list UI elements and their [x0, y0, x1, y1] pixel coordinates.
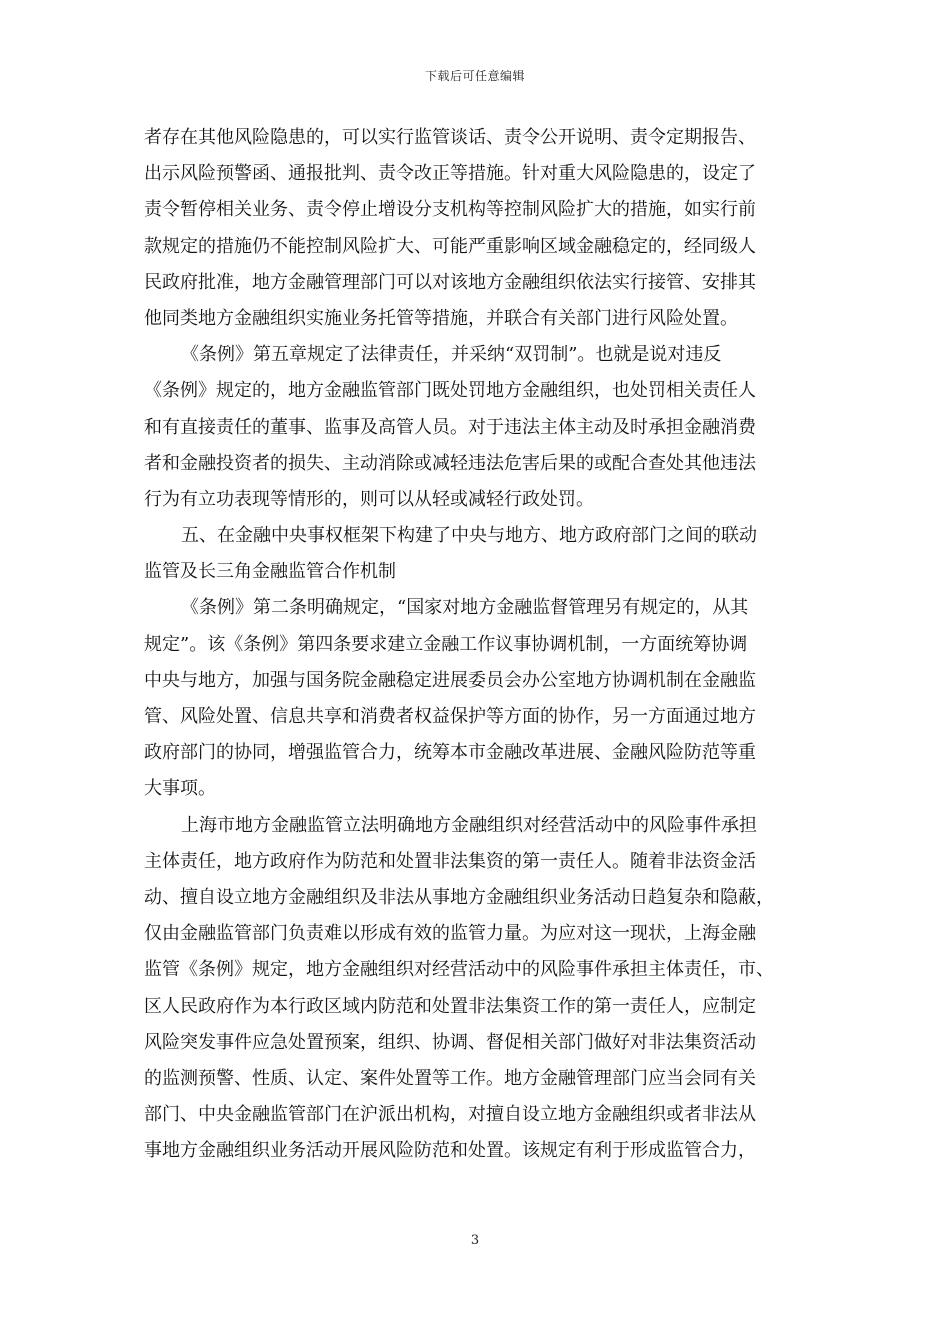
text-line: 事地方金融组织业务活动开展风险防范和处置。该规定有利于形成监管合力，	[144, 1140, 756, 1162]
text-line: 他同类地方金融组织实施业务托管等措施，并联合有关部门进行风险处置。	[144, 307, 738, 329]
text-line: 民政府批准，地方金融管理部门可以对该地方金融组织依法实行接管、安排其	[144, 271, 756, 293]
text-line: 大事项。	[144, 778, 216, 800]
text-line: 仅由金融监管部门负责难以形成有效的监管力量。为应对这一现状，上海金融	[144, 923, 756, 945]
text-line: 部门、中央金融监管部门在沪派出机构，对擅自设立地方金融组织或者非法从	[144, 1104, 756, 1126]
text-line: 风险突发事件应急处置预案，组织、协调、督促相关部门做好对非法集资活动	[144, 1031, 756, 1053]
header-note: 下载后可任意编辑	[424, 69, 525, 83]
text-line: 《条例》规定的，地方金融监管部门既处罚地方金融组织，也处罚相关责任人	[144, 380, 756, 402]
document-body	[144, 120, 806, 1169]
text-line: 责令暂停相关业务、责令停止增设分支机构等控制风险扩大的措施，如实行前	[144, 199, 756, 221]
text-line: 行为有立功表现等情形的，则可以从轻或减轻行政处罚。	[144, 488, 594, 510]
text-line: 监管《条例》规定，地方金融组织对经营活动中的风险事件承担主体责任，市、	[144, 959, 774, 981]
text-line: 规定”。该《条例》第四条要求建立金融工作议事协调机制，一方面统筹协调	[144, 633, 748, 655]
text-line: 动、擅自设立地方金融组织及非法从事地方金融组织业务活动日趋复杂和隐蔽，	[144, 886, 774, 908]
text-line: 者和金融投资者的损失、主动消除或减轻违法危害后果的或配合查处其他违法	[144, 452, 756, 474]
text-line: 款规定的措施仍不能控制风险扩大、可能严重影响区域金融稳定的，经同级人	[144, 235, 756, 257]
text-line: 出示风险预警函、通报批判、责令改正等措施。针对重大风险隐患的，设定了	[144, 163, 756, 185]
paragraph-first-line: 《条例》第五章规定了法律责任，并采纳“双罚制”。也就是说对违反	[181, 344, 722, 366]
paragraph-first-line: 上海市地方金融监管立法明确地方金融组织对经营活动中的风险事件承担	[181, 814, 757, 836]
text-line: 中央与地方，加强与国务院金融稳定进展委员会办公室地方协调机制在金融监	[144, 669, 756, 691]
page-number: 3	[470, 1233, 480, 1248]
text-line: 区人民政府作为本行政区域内防范和处置非法集资工作的第一责任人，应制定	[144, 995, 756, 1017]
text-line: 的监测预警、性质、认定、案件处置等工作。地方金融管理部门应当会同有关	[144, 1067, 756, 1089]
section-heading-line: 五、在金融中央事权框架下构建了中央与地方、地方政府部门之间的联动	[181, 525, 757, 547]
text-line: 主体责任，地方政府作为防范和处置非法集资的第一责任人。随着非法资金活	[144, 850, 756, 872]
text-line: 者存在其他风险隐患的，可以实行监管谈话、责令公开说明、责令定期报告、	[144, 127, 756, 148]
text-line: 和有直接责任的董事、监事及高管人员。对于违法主体主动及时承担金融消费	[144, 416, 756, 438]
section-heading-line: 监管及长三角金融监管合作机制	[144, 561, 396, 583]
text-line: 政府部门的协同，增强监管合力，统筹本市金融改革进展、金融风险防范等重	[144, 742, 756, 764]
paragraph-first-line: 《条例》第二条明确规定，“国家对地方金融监督管理另有规定的，从其	[181, 597, 749, 619]
text-line: 管、风险处置、信息共享和消费者权益保护等方面的协作，另一方面通过地方	[144, 706, 756, 727]
